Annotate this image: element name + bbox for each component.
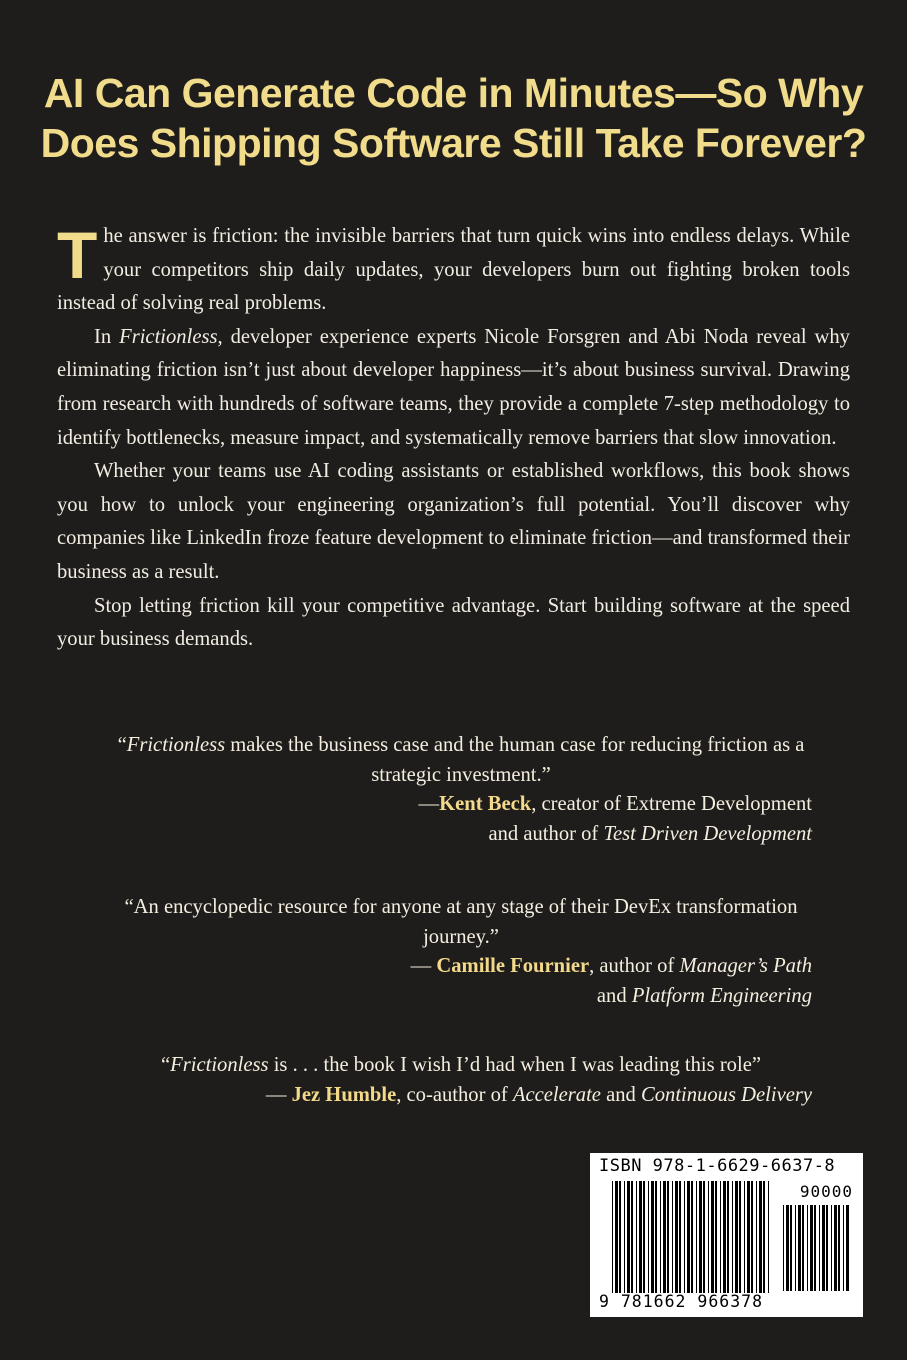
barcode-bar bbox=[711, 1181, 714, 1293]
barcode-bar bbox=[655, 1181, 657, 1293]
book-title: Frictionless bbox=[119, 325, 218, 348]
drop-cap: T bbox=[57, 218, 98, 292]
headline-line-1: AI Can Generate Code in Minutes—So Why bbox=[43, 70, 864, 116]
barcode-bar bbox=[691, 1181, 693, 1293]
barcode-bar bbox=[768, 1181, 769, 1293]
barcode-bar bbox=[699, 1181, 702, 1293]
blurb-attribution-2 bbox=[110, 982, 812, 1012]
barcode-bar bbox=[696, 1181, 697, 1293]
barcode-bar bbox=[648, 1181, 649, 1293]
barcode-bar bbox=[819, 1205, 820, 1291]
barcode-bar bbox=[624, 1181, 625, 1293]
barcode-bar bbox=[810, 1205, 813, 1291]
author-name: Jez Humble bbox=[291, 1083, 397, 1106]
barcode-bar bbox=[834, 1205, 837, 1291]
blurb-body: makes the business case and the human case for reducing friction as a strategic investment.” bbox=[225, 734, 805, 786]
barcode-bar bbox=[744, 1181, 745, 1293]
barcode-bar bbox=[826, 1205, 828, 1291]
barcode-bar bbox=[822, 1205, 825, 1291]
blurb-text: “An encyclopedic resource for anyone at any stage of their DevEx transformation journey.” bbox=[124, 896, 798, 948]
paragraph-1 bbox=[57, 220, 850, 321]
paragraph-2-text: , developer experience experts Nicole Forsgren and Abi Noda reveal why eliminating friction isn’t just about developer happiness—it’s about business survival. Drawing from research with hundreds of software teams, they provide a complete 7-step methodology to identify bottlenecks, measure impact, and systematically remove barriers that slow innovation. bbox=[57, 325, 850, 449]
barcode-bar bbox=[814, 1205, 816, 1291]
dash: — bbox=[410, 955, 437, 977]
barcode-bar bbox=[643, 1181, 645, 1293]
author-book: Test Driven Development bbox=[603, 822, 812, 845]
paragraph-1-text: he answer is friction: the invisible barriers that turn quick wins into endless delays. While your competitors ship daily updates, your developers burn out fighting broken tools instead of solving real problems. bbox=[57, 225, 850, 315]
blurb-attribution bbox=[110, 1081, 812, 1111]
price-code: 90000 bbox=[799, 1182, 853, 1201]
barcode-bar bbox=[786, 1205, 789, 1291]
blurb-body: is . . . the book I wish I’d had when I was leading this role” bbox=[268, 1054, 761, 1076]
barcode-bar bbox=[672, 1181, 673, 1293]
barcode-bar bbox=[838, 1205, 840, 1291]
barcode-bar bbox=[715, 1181, 717, 1293]
isbn-barcode bbox=[590, 1153, 863, 1317]
barcode-bar bbox=[795, 1205, 796, 1291]
barcode-bar bbox=[843, 1205, 844, 1291]
conjunction: and bbox=[600, 1083, 641, 1106]
barcode-bar bbox=[631, 1181, 633, 1293]
paragraph-4: Stop letting friction kill your competitive advantage. Start building software at the speed your business demands. bbox=[57, 594, 850, 651]
barcode-bar bbox=[807, 1205, 808, 1291]
barcode-bar bbox=[684, 1181, 685, 1293]
dash: — bbox=[265, 1083, 292, 1106]
barcode-bar bbox=[756, 1181, 757, 1293]
barcode-bar bbox=[802, 1205, 804, 1291]
barcode-bar bbox=[627, 1181, 630, 1293]
open-quote: “ bbox=[161, 1054, 171, 1076]
author-name: Kent Beck bbox=[439, 793, 532, 815]
barcode-bar bbox=[751, 1181, 753, 1293]
author-book-2: Continuous Delivery bbox=[640, 1083, 812, 1106]
ean-digits: 9 781662 966378 bbox=[599, 1292, 764, 1311]
book-title: Frictionless bbox=[126, 734, 226, 756]
author-book-1: Manager’s Path bbox=[679, 955, 812, 977]
paragraph-3: Whether your teams use AI coding assistants or established workflows, this book shows you how to unlock your engineering organization’s full potential. You’ll discover why companies like LinkedIn froze feature development to eliminate friction—and transformed their business as a result. bbox=[57, 460, 850, 583]
barcode-bar bbox=[747, 1181, 750, 1293]
blurb-attribution-2 bbox=[110, 820, 812, 850]
headline bbox=[0, 68, 907, 168]
barcode-bar bbox=[612, 1181, 613, 1293]
paragraph-2-lead: In bbox=[94, 325, 120, 348]
author-name: Camille Fournier bbox=[436, 955, 590, 977]
book-title: Frictionless bbox=[170, 1054, 269, 1076]
barcode-bar bbox=[831, 1205, 832, 1291]
barcode-bar bbox=[660, 1181, 661, 1293]
barcode-bar bbox=[708, 1181, 709, 1293]
blurb-attribution bbox=[110, 952, 812, 982]
addon-barcode-bars bbox=[783, 1205, 853, 1291]
description bbox=[57, 220, 850, 657]
headline-line-2: Does Shipping Software Still Take Forever? bbox=[40, 120, 867, 166]
blurb-attribution bbox=[110, 790, 812, 820]
open-quote: “ bbox=[117, 734, 127, 756]
barcode-bar bbox=[639, 1181, 642, 1293]
barcode-bar bbox=[735, 1181, 738, 1293]
barcode-bar bbox=[723, 1181, 726, 1293]
isbn-text: ISBN 978-1-6629-6637-8 bbox=[599, 1156, 836, 1176]
barcode-bar bbox=[846, 1205, 849, 1291]
barcode-bar bbox=[615, 1181, 618, 1293]
barcode-bar bbox=[763, 1181, 765, 1293]
barcode-bar bbox=[619, 1181, 621, 1293]
blurb-kent-beck bbox=[110, 731, 812, 849]
barcode-bar bbox=[651, 1181, 654, 1293]
author-role: , author of bbox=[589, 955, 680, 977]
barcode-bar bbox=[675, 1181, 678, 1293]
barcode-bar bbox=[663, 1181, 666, 1293]
barcode-bar bbox=[687, 1181, 690, 1293]
barcode-bar bbox=[739, 1181, 741, 1293]
barcode-bars bbox=[612, 1181, 772, 1293]
barcode-bar bbox=[759, 1181, 762, 1293]
barcode-bar bbox=[732, 1181, 733, 1293]
dash: — bbox=[418, 793, 440, 815]
blurb-text bbox=[110, 731, 812, 790]
barcode-bar bbox=[703, 1181, 705, 1293]
author-role: , co-author of bbox=[396, 1083, 513, 1106]
barcode-bar bbox=[798, 1205, 801, 1291]
barcode-bar bbox=[720, 1181, 721, 1293]
author-role: , creator of Extreme Development bbox=[531, 793, 812, 815]
barcode-bar bbox=[679, 1181, 681, 1293]
blurb-jez-humble bbox=[110, 1051, 812, 1110]
barcode-bar bbox=[790, 1205, 792, 1291]
barcode-bar bbox=[667, 1181, 669, 1293]
author-book-1: Accelerate bbox=[512, 1083, 601, 1106]
blurb-camille-fournier bbox=[110, 893, 812, 1011]
barcode-bar bbox=[636, 1181, 637, 1293]
author-role-2: and bbox=[596, 984, 632, 1007]
author-role-2: and author of bbox=[488, 822, 604, 845]
paragraph-2 bbox=[57, 321, 850, 455]
barcode-bar bbox=[783, 1205, 784, 1291]
author-book-2: Platform Engineering bbox=[631, 984, 812, 1007]
blurb-text bbox=[110, 1051, 812, 1081]
barcode-bar bbox=[727, 1181, 729, 1293]
